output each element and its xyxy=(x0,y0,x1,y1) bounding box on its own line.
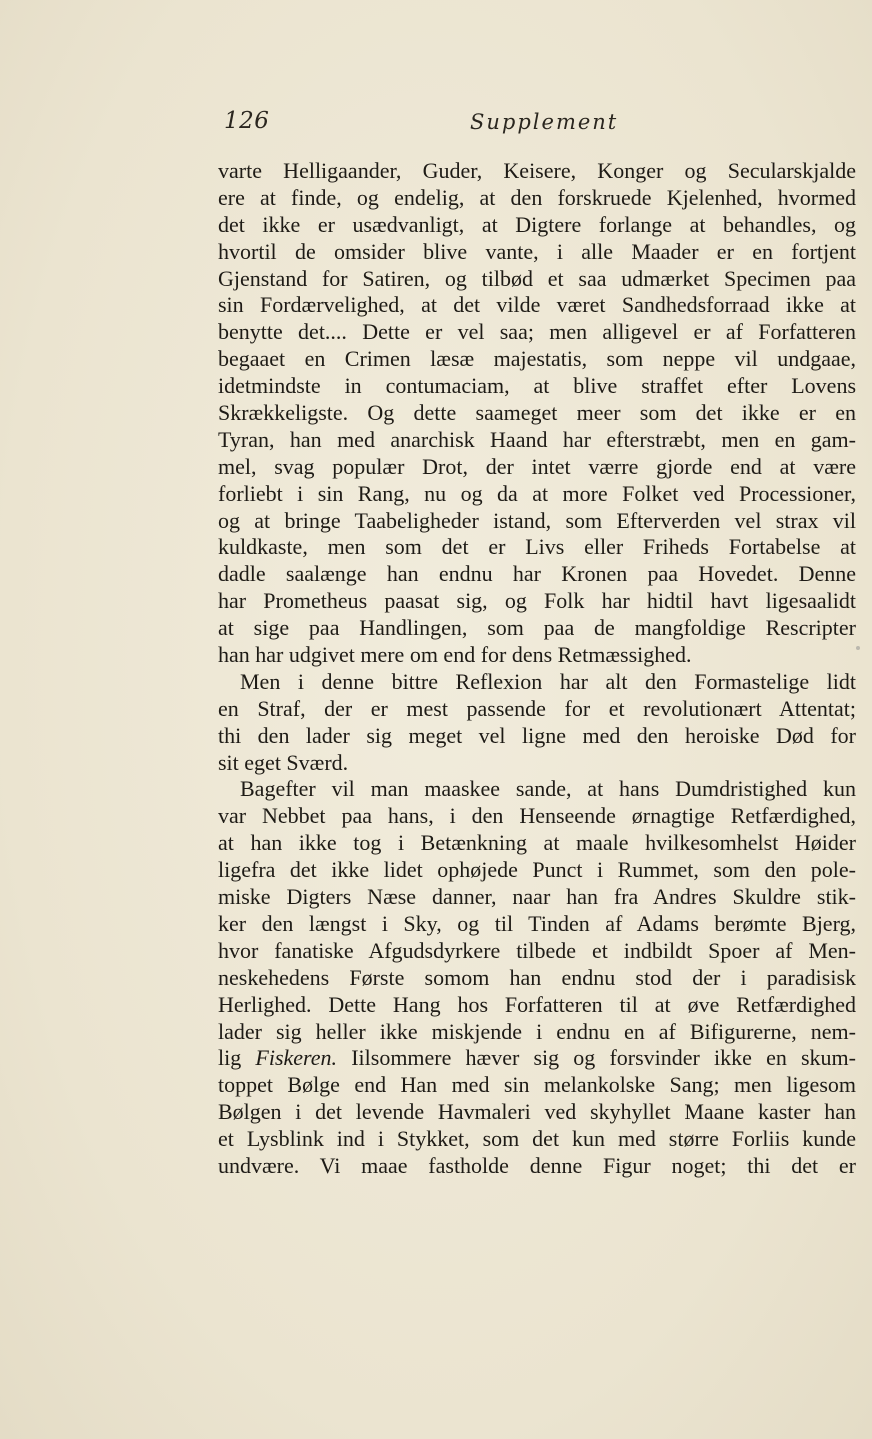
text-line: at han ikke tog i Betænkning at maale hvilkesomhelst Høider xyxy=(218,830,856,856)
italic-term: Fiskeren. xyxy=(255,1045,338,1071)
text-line: begaaet en Crimen læsæ majestatis, som neppe vil undgaae, xyxy=(218,346,856,372)
text-line: undvære. Vi maae fastholde denne Figur noget; thi det er xyxy=(218,1152,856,1178)
text-line: en Straf, der er mest passende for et revolutionært Attentat; xyxy=(218,695,856,721)
text-line: har Prometheus paasat sig, og Folk har hidtil havt ligesaalidt xyxy=(218,588,856,614)
paper-speck xyxy=(856,646,860,650)
page-header xyxy=(220,108,854,140)
text-line: Herlighed. Dette Hang hos Forfatteren til at øve Retfærdighed xyxy=(218,991,856,1017)
text-line: varte Helligaander, Guder, Keisere, Konger og Secularskjalde xyxy=(218,158,856,183)
text-line: thi den lader sig meget vel ligne med den heroiske Død for xyxy=(218,722,856,748)
page-number: 126 xyxy=(224,108,270,134)
text-line: miske Digters Næse danner, naar han fra Andres Skuldre stik- xyxy=(218,884,856,910)
text-line: var Nebbet paa hans, i den Henseende ørnagtige Retfærdighed, xyxy=(218,803,856,829)
text-line: Bølgen i det levende Havmaleri ved skyhyllet Maane kaster han xyxy=(218,1099,856,1125)
text-line xyxy=(218,1045,856,1072)
text-run: lig xyxy=(218,1045,256,1071)
text-line: hvor fanatiske Afgudsdyrkere tilbede et indbildt Spoer af Men- xyxy=(218,937,856,963)
text-line: ker den længst i Sky, og til Tinden af Adams berømte Bjerg, xyxy=(218,910,856,936)
text-line: det ikke er usædvanligt, at Digtere forlange at behandles, og xyxy=(218,211,856,237)
running-head: Supplement xyxy=(470,110,619,134)
text-line: dadle saalænge han endnu har Kronen paa Hovedet. Denne xyxy=(218,561,856,587)
text-line: han har udgivet mere om end for dens Retmæssighed. xyxy=(218,642,692,668)
text-line: idetmindste in contumaciam, at blive straffet efter Lovens xyxy=(218,373,856,399)
text-line: og at bringe Taabeligheder istand, som Efterverden vel strax vil xyxy=(218,507,856,533)
text-line: lader sig heller ikke miskjende i endnu en af Bifigurerne, nem- xyxy=(218,1018,856,1044)
body-text xyxy=(218,158,856,1180)
text-line: Bagefter vil man maaskee sande, at hans Dumdristighed kun xyxy=(240,776,856,802)
text-line: neskehedens Første somom han endnu stod der i paradisisk xyxy=(218,964,856,990)
text-line: sit eget Sværd. xyxy=(218,749,349,775)
text-line: mel, svag populær Drot, der intet værre gjorde end at være xyxy=(218,453,856,479)
text-line: kuldkaste, men som det er Livs eller Friheds Fortabelse at xyxy=(218,534,856,560)
text-line: ligefra det ikke lidet ophøjede Punct i Rummet, som den pole- xyxy=(218,857,856,883)
text-line: at sige paa Handlingen, som paa de mangfoldige Rescripter xyxy=(218,615,856,641)
text-line: Men i denne bittre Reflexion har alt den Formastelige lidt xyxy=(240,668,856,694)
text-line: Skrækkeligste. Og dette saameget meer som det ikke er en xyxy=(218,400,856,426)
text-line: ere at finde, og endelig, at den forskruede Kjelenhed, hvormed xyxy=(218,184,856,210)
text-line: Tyran, han med anarchisk Haand har efterstræbt, men en gam- xyxy=(218,426,856,452)
text-line: toppet Bølge end Han med sin melankolske Sang; men ligesom xyxy=(218,1072,856,1098)
text-line: et Lysblink ind i Stykket, som det kun med større Forliis kunde xyxy=(218,1126,856,1152)
text-line: benytte det.... Dette er vel saa; men alligevel er af Forfatteren xyxy=(218,319,856,345)
text-line: Gjenstand for Satiren, og tilbød et saa udmærket Specimen paa xyxy=(218,265,856,291)
text-line: forliebt i sin Rang, nu og da at more Folket ved Processioner, xyxy=(218,480,856,506)
text-line: hvortil de omsider blive vante, i alle Maader er en fortjent xyxy=(218,238,856,264)
text-run: Iilsommere hæver sig og forsvinder ikke en skum- xyxy=(337,1045,856,1071)
text-line: sin Fordærvelighed, at det vilde været Sandhedsforraad ikke at xyxy=(218,292,856,318)
